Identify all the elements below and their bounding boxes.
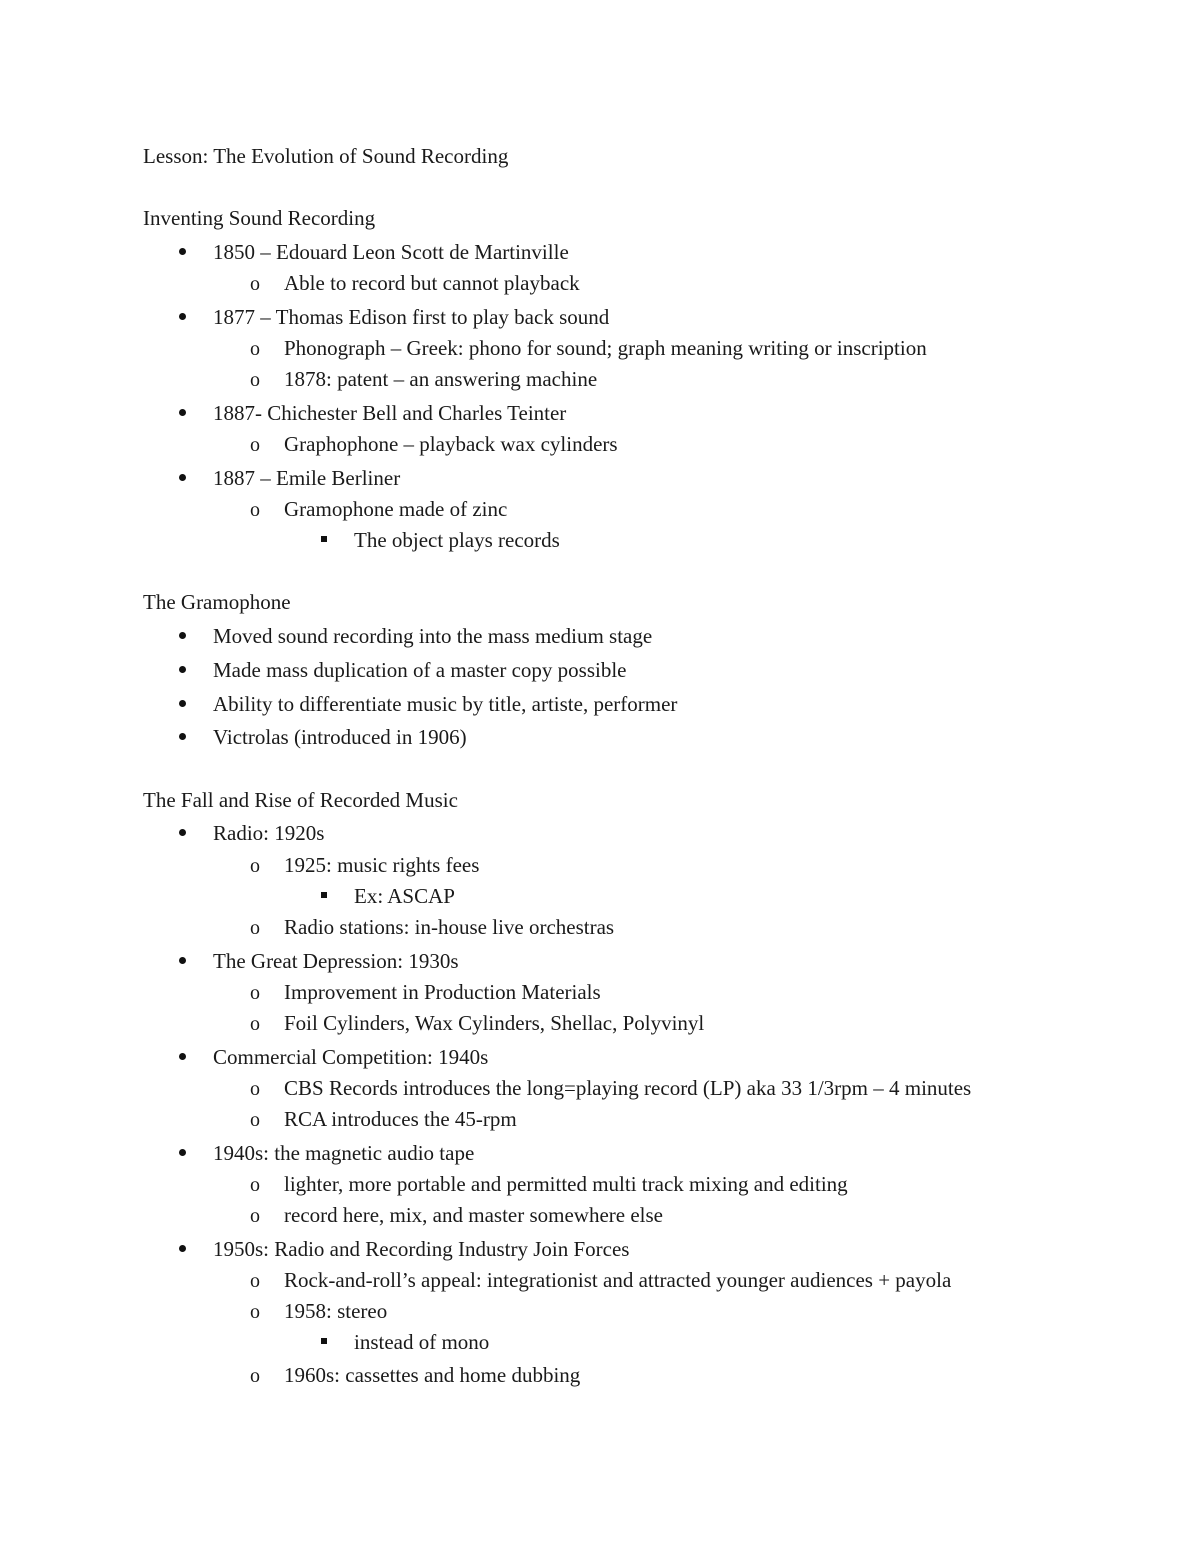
list-item: 1960s: cassettes and home dubbing	[284, 1363, 581, 1387]
list-item: 1887 – Emile Berliner	[213, 466, 401, 490]
document-title: Lesson: The Evolution of Sound Recording	[143, 144, 509, 168]
bullet-icon	[179, 248, 186, 255]
list-item: instead of mono	[354, 1330, 490, 1354]
circle-bullet-icon: o	[250, 369, 260, 391]
list-item: 1878: patent – an answering machine	[284, 367, 598, 391]
circle-bullet-icon: o	[250, 982, 260, 1004]
bullet-icon	[179, 409, 186, 416]
list-item: Graphophone – playback wax cylinders	[284, 432, 618, 456]
list-item: CBS Records introduces the long=playing record (LP) aka 33 1/3rpm – 4 minutes	[284, 1076, 972, 1100]
list-item: 1850 – Edouard Leon Scott de Martinville	[213, 240, 569, 264]
list-item: Phonograph – Greek: phono for sound; graph meaning writing or inscription	[284, 336, 927, 360]
list-item: RCA introduces the 45-rpm	[284, 1107, 517, 1131]
list-item: Ex: ASCAP	[354, 884, 455, 908]
list-item: Victrolas (introduced in 1906)	[213, 725, 467, 749]
list-item: 1887- Chichester Bell and Charles Teinter	[213, 401, 567, 425]
list-item: Moved sound recording into the mass medium stage	[213, 624, 653, 648]
square-bullet-icon	[321, 892, 327, 898]
list-item: Able to record but cannot playback	[284, 271, 580, 295]
list-item: Gramophone made of zinc	[284, 497, 508, 521]
list-item: Improvement in Production Materials	[284, 980, 601, 1004]
square-bullet-icon	[321, 536, 327, 542]
circle-bullet-icon: o	[250, 1365, 260, 1387]
bullet-icon	[179, 666, 186, 673]
section-heading-fall-rise: The Fall and Rise of Recorded Music	[143, 788, 458, 812]
list-item: Commercial Competition: 1940s	[213, 1045, 489, 1069]
circle-bullet-icon: o	[250, 1174, 260, 1196]
circle-bullet-icon: o	[250, 917, 260, 939]
list-item: 1940s: the magnetic audio tape	[213, 1141, 475, 1165]
bullet-icon	[179, 313, 186, 320]
square-bullet-icon	[321, 1338, 327, 1344]
list-item: lighter, more portable and permitted multi track mixing and editing	[284, 1172, 848, 1196]
bullet-icon	[179, 733, 186, 740]
list-item: The object plays records	[354, 528, 560, 552]
bullet-icon	[179, 1149, 186, 1156]
list-item: record here, mix, and master somewhere else	[284, 1203, 664, 1227]
circle-bullet-icon: o	[250, 499, 260, 521]
bullet-icon	[179, 957, 186, 964]
bullet-icon	[179, 829, 186, 836]
list-item: 1877 – Thomas Edison first to play back sound	[213, 305, 610, 329]
list-item: Radio stations: in-house live orchestras	[284, 915, 615, 939]
circle-bullet-icon: o	[250, 855, 260, 877]
list-item: The Great Depression: 1930s	[213, 949, 459, 973]
circle-bullet-icon: o	[250, 434, 260, 456]
circle-bullet-icon: o	[250, 1109, 260, 1131]
circle-bullet-icon: o	[250, 1078, 260, 1100]
bullet-icon	[179, 1053, 186, 1060]
circle-bullet-icon: o	[250, 273, 260, 295]
circle-bullet-icon: o	[250, 1270, 260, 1292]
circle-bullet-icon: o	[250, 1301, 260, 1323]
circle-bullet-icon: o	[250, 338, 260, 360]
bullet-icon	[179, 632, 186, 639]
bullet-icon	[179, 1245, 186, 1252]
bullet-icon	[179, 474, 186, 481]
list-item: Foil Cylinders, Wax Cylinders, Shellac, Polyvinyl	[284, 1011, 705, 1035]
list-item: Ability to differentiate music by title, artiste, performer	[213, 692, 678, 716]
section-heading-inventing: Inventing Sound Recording	[143, 206, 376, 230]
bullet-icon	[179, 700, 186, 707]
section-heading-gramophone: The Gramophone	[143, 590, 291, 614]
list-item: Made mass duplication of a master copy possible	[213, 658, 627, 682]
list-item: Radio: 1920s	[213, 821, 325, 845]
list-item: Rock-and-roll’s appeal: integrationist and attracted younger audiences + payola	[284, 1268, 952, 1292]
circle-bullet-icon: o	[250, 1013, 260, 1035]
list-item: 1950s: Radio and Recording Industry Join Forces	[213, 1237, 630, 1261]
list-item: 1958: stereo	[284, 1299, 388, 1323]
list-item: 1925: music rights fees	[284, 853, 480, 877]
circle-bullet-icon: o	[250, 1205, 260, 1227]
